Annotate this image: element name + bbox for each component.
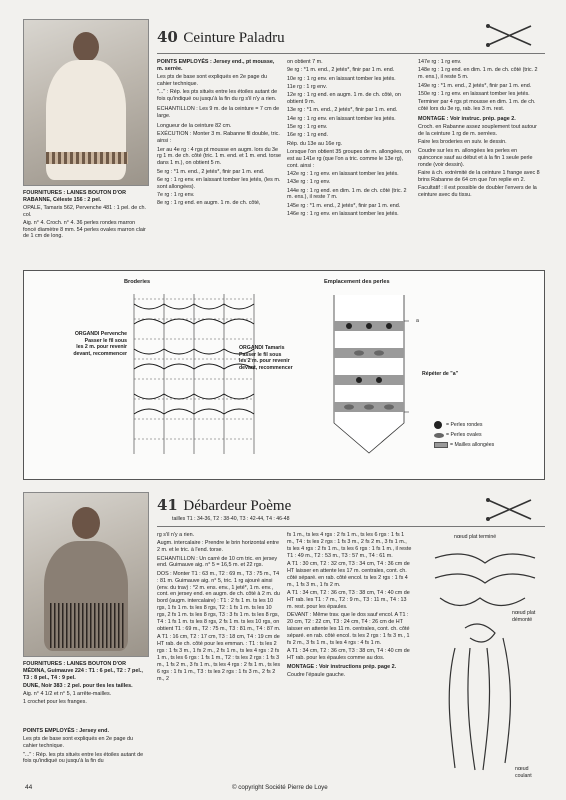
knot-diagram [425,538,545,778]
p40-column-1 [157,59,282,209]
title-40 [157,28,507,50]
p40-c2-0: on obtient 7 m. [287,59,323,65]
diagram-box [23,270,545,480]
p41-c2-3: DEVANT : Même trav. que le dos sauf encol. A T1 : 20 cm, T2 : 22 cm, T3 : 24 cm, T4 : 26 cm de HT laisser en attente les 11 m. centrales, cont. ch. côté séparé. en rab. côté encol. ts les 2 rgs : 1 fs 3 m., 1 fs 2 m., 3 fs 1 m., ts les 4 rgs : 4 fs 1 m. [287,612,410,646]
p40-c1-4: Longueur de la ceinture 82 cm. [157,123,232,130]
legend-oval [434,432,544,439]
label-organdi-tamaris [239,345,317,372]
p41-c1-2: ECHANTILLON : Un carré de 10 cm tric. en jersey end. Guimauve aig. n° 5 = 16,5 m. et 22 rgs. [157,555,278,569]
legend-oval-label: = Perles ovales [446,432,482,438]
p40-c2-11: 142e rg : 1 rg env. en laissant tomber les jetés. [287,170,399,177]
label-emplacement: Emplacement des perles [324,279,390,285]
legend-round-label: = Perles rondes [446,421,483,428]
knitting-needles-icon-2 [485,494,535,524]
pattern-title-41: Débardeur Poème [183,498,292,514]
caption-40 [23,190,149,241]
perles-chart [329,293,409,458]
p41-c1-4: A T1 : 16 cm, T2 : 17 cm, T3 : 18 cm, T4 : 19 cm de HT rab. de ch. côté pour les emman. : T1 : ts les 2 rgs : 1 fs 3 m., 1 fs 2 m., 2 fs 1 m., ts les 4 rgs : 2 fs 1 m., ts les 6 rgs : 1 fs 1 m., T2 : ts les 2 rgs : 1 fs 3 m., 1 fs 2 m., 3 fs 1 m., ts les 4 rgs : 2 fs 1 m., ts les 6 rgs : 1 fs 1 m., T3 : ts les 2 rgs : 1 fs 3 m., 2 fs 2 m., 2 [157,634,281,682]
ot-line-3: les 2 m. pour revenir [239,358,290,365]
p40-c3-6: Croch. en Rabanne assez souplement tout autour de la ceinture 1 rg de m. serrées. [418,124,537,138]
p40-c1-3: ECHANTILLON : Les 9 m. de la ceinture = 7 cm de large. [157,106,280,120]
ot-line-4: devant, recommencer [239,364,293,371]
p40-c2-2: 10e rg : 1 rg env. en laissant tomber les jetés. [287,75,396,82]
op-line-4: devant, recommencer [73,350,127,357]
p40-c2-6: 14e rg : 1 rg env. en laissant tomber les jetés. [287,115,396,122]
caption-41-line-4: 1 crochet pour les franges. [23,698,87,705]
p40-c2-7: 15e rg : 1 rg env. [287,123,328,130]
p40-c3-10: Facultatif : il est possible de doubler l'envers de la ceinture avec du tissu. [418,185,537,198]
p40-c1-7: 5e rg : *1 m. end., 2 jetés*, finir par 1 m. end. [157,168,265,175]
legend-mailles-label: = Mailles allongées [450,441,495,448]
p40-c2-12: 143e rg : 1 rg env. [287,179,331,186]
p40-c2-14: 145e rg : *1 m. end., 2 jetés*, finir par 1 m. end. [287,202,401,209]
p40-c2-8: 16e rg : 1 rg end. [287,132,329,139]
caption-40-line-1: FOURNITURES : LAINES BOUTON D'OR RABANNE, Céleste 156 : 2 pel. [23,190,127,203]
belt-illustration [46,152,128,164]
op-line-1: ORGANDI Pervenche [74,331,127,337]
title-rule-40 [157,53,545,54]
p41-c2-2: A T1 : 34 cm, T2 : 36 cm, T3 : 38 cm, T4 : 40 cm de HT rab. les T1 : 7 m., T2 : 9 m., T3 : 11 m., T4 : 13 m. rest. pour les épaules. [287,590,410,610]
p41-c0-1: Les pts de base sont expliqués en 2e page du cahier technique. [23,736,133,750]
caption-41 [23,661,149,706]
label-noeud-plat-termine: nœud plat terminé [454,534,497,540]
copyright: © copyright Société Pierre de Loye [232,784,328,791]
ot-line-1: ORGANDI Tamaris [239,345,285,351]
p41-column-0 [23,728,149,767]
legend-mailles [434,442,544,449]
p40-c3-2: 149e rg : *1 m. end., 2 jetés*, finir par 1 m. end. [418,82,532,89]
caption-41-line-3: Aig. n° 4 1/2 et n° 5, 1 arrête-mailles. [23,690,112,697]
label-repeter: Répéter de "a" [422,371,459,377]
p41-c2-5: MONTAGE : Voir instructions prép. page 2. [287,663,397,670]
knitting-needles-icon [485,20,535,50]
p40-c1-6: 1er au 4e rg : 4 rgs pt mousse en augm. lors du 3e rg 1 m. de ch. côté (tric. 1 m. end. et 1 m. end. torse dans 1 m.), on obtient 5 m. [157,146,282,167]
p41-c2-0: fs 1 m., ts les 4 rgs : 2 fs 1 m., ts les 6 rgs : 1 fs 1 m., T4 : ts les 2 rgs : 1 fs 3 m., 2 fs 2 m., 3 fs 1 m., ts les 4 rgs : 2 fs 1 m., ts les 6 rgs : 1 fs 1 m., il reste T1 : 49 m., T2 : 53 m., T3 : 57 m., T4 : 61 m. [287,532,412,559]
label-organdi-pervenche [49,331,127,358]
p41-c0-0: POINTS EMPLOYÉS : Jersey end. [23,728,109,734]
p40-c1-0: POINTS EMPLOYÉS : Jersey end., pt mousse, m. serrée. [157,59,275,72]
caption-41-line-1: FOURNITURES : LAINES BOUTON D'OR MÉDINA, Guimauve 224 : T1 : 6 pel., T2 : 7 pel., T3 : 8 pel., T4 : 9 pel. [23,661,143,681]
p40-c2-13: 144e rg : 1 rg end. en dim. 1 m. de ch. côté (tric. 2 m. ens.), il reste 7 m. [287,187,407,201]
label-a-mark: a [416,318,419,324]
title-rule-41 [157,526,545,527]
label-broderies: Broderies [124,279,151,285]
p40-c1-9: 7e rg : 1 rg env. [157,192,195,199]
p41-c2-1: A T1 : 30 cm, T2 : 32 cm, T3 : 34 cm, T4 : 36 cm de HT laisser en attente les 17 m. centrales, cont. ch. côté séparé. en rab. côté encol. ts les 2 rgs : 1 fs 4 m., 1 fs 3 m., 1 fs 2 m. [287,561,410,588]
p41-column-1 [157,532,282,684]
p40-column-2 [287,59,412,219]
round-bead-icon [434,421,442,429]
sizes-41: tailles T1 : 34-36, T2 : 38-40, T3 : 42-44, T4 : 46-48 [172,516,290,522]
p40-c2-9: Rép. du 13e au 16e rg. [287,140,343,147]
p41-c1-1: Augm. intercalaire : Prendre le brin horizontal entre 2 m. et le tric. à l'end. torse. [157,540,279,554]
p41-c1-0: rg s'il n'y a rien. [157,532,195,538]
p41-c0-2: "..." : Rép. les pts situés entre les étoiles autant de fois qu'indiqué ou jusqu'à la fin du [23,751,144,765]
p40-c1-1: Les pts de base sont expliqués en 2e page du cahier technique. [157,74,267,88]
p40-c3-7: Faire les broderies en suiv. le dessin. [418,139,507,146]
p40-c1-5: EXÉCUTION : Monter 3 m. Rabanne fil double, tric. ainsi : [157,131,280,145]
fringe-illustration [50,603,124,648]
oval-bead-icon [434,433,444,438]
caption-40-line-2: OPALE, Tamaris 562, Pervenche 481 : 1 pel. de ch. col. [23,204,146,218]
p40-c3-5: MONTAGE : Voir instruc. prép. page 2. [418,115,516,122]
elongated-stitch-icon [434,442,448,448]
p40-c2-4: 12e rg : 1 rg end. en augm. 1 m. de ch. côté, on obtient 9 m. [287,92,401,106]
model-head-2 [72,507,100,539]
p41-c2-4: A T1 : 34 cm, T2 : 36 cm, T3 : 38 cm, T4 : 40 cm de HT rab. pour les épaules comme au dos. [287,648,410,661]
p40-c2-5: 13e rg : *1 m. end., 2 jetés*, finir par 1 m. end. [287,107,398,114]
p40-column-3 [418,59,542,200]
p40-c1-8: 6e rg : 1 rg env. en laissant tomber les jetés, (les m. sont allongées). [157,176,281,190]
page-number: 44 [25,784,33,791]
photo-debardeur-poeme [23,492,149,657]
p40-c2-1: 9e rg : *1 m. end., 2 jetés*, finir par 1 m. end. [287,67,395,74]
caption-40-line-3: Aig. n° 4. Croch. n° 4. 36 perles rondes marron foncé diamètre 8 mm. 54 perles ovales marron clair de 1 cm de long. [23,219,146,240]
model-head [73,32,99,62]
photo-ceinture-paladru [23,19,149,186]
legend-round [434,421,544,429]
title-41 [157,496,477,516]
op-line-2: Passer le fil sous [84,337,127,344]
p40-c3-1: 148e rg : 1 rg end. en dim. 1 m. de ch. côté (tric. 2 m. ens.), il reste 5 m. [418,67,538,81]
op-line-3: les 2 m. pour revenir [76,344,127,351]
p40-c3-4: Terminer par 4 rgs pt mousse en dim. 1 m. de ch. côté lors du 3e rg, rab. les 3 m. rest. [418,99,536,112]
p40-c2-15: 146e rg : 1 rg env. en laissant tomber les jetés. [287,211,399,218]
label-noeud-coulant: nœud coulant [515,766,532,779]
caption-41-line-2: DUNE, Noir 383 : 2 pel. pour tles les tailles. [23,682,133,689]
p41-c2-6: Coudre l'épaule gauche. [287,672,346,679]
p40-c2-10: Lorsque l'on obtient 35 groupes de m. allongées, on est au 141e rg (que l'on a tric. comme le 13e rg), cont. ainsi : [287,148,411,169]
p41-c1-3: DOS : Monter T1 : 63 m., T2 : 69 m., T3 : 75 m., T4 : 81 m. Guimauve aig. n° 5, tric. 1 rg ajouré ainsi (env. du trav) : *2 m. ens. env., 1 jeté*, 1 m. env., cont. en jersey end. en augm. de ch. côté à 2 m. du bord (augm. intercalaire) : T1 : 2 fs 1 m. ts les 10 rgs, 1 fs 1 m. ts les 8 rgs, T2 : 1 fs 1 m. ts les 10 rgs, 2 fs 1 m. ts les 8 rgs, T3 : 3 fs 1 m. ts les 8 rgs, T4 : 1 fs 1 m. ts les 8 rgs, 2 fs 1 m. ts les 10 rgs, on obtient T1 : 69 m., T2 : 75 m., T3 : 81 m., T4 : 87 m. [157,570,281,632]
p40-c3-9: Faire à ch. extrémité de la ceinture 1 frange avec 8 brins Rabanne de 64 cm que l'on replie en 2. [418,169,540,183]
p40-c1-10: 8e rg : 1 rg end. en augm. 1 m. de ch. côté, [157,200,261,207]
p40-c3-3: 150e rg : 1 rg env. en laissant tomber les jetés. [418,90,530,97]
p40-c1-2: "..." : Rép. les pts situés entre les étoiles autant de fois qu'indiqué ou jusqu'à la fin du rg s'il n'y a rien. [157,89,278,103]
ot-line-2: Passer le fil sous [239,351,282,358]
p40-c3-0: 147e rg : 1 rg env. [418,59,462,65]
p40-c2-3: 11e rg : 1 rg env. [287,83,327,90]
broderies-chart [124,289,274,459]
pattern-number-41: 41 [157,496,178,514]
legend [434,421,544,448]
p41-column-2 [287,532,412,680]
pattern-title: Ceinture Paladru [183,30,285,46]
label-noeud-plat-demonte: nœud plat démonté [512,610,536,623]
p40-c3-8: Coudre sur les m. allongées les perles en quinconce sauf au début et à la fin 1 seule perle ronde (voir dessin). [418,147,533,168]
pattern-number: 40 [157,28,178,46]
